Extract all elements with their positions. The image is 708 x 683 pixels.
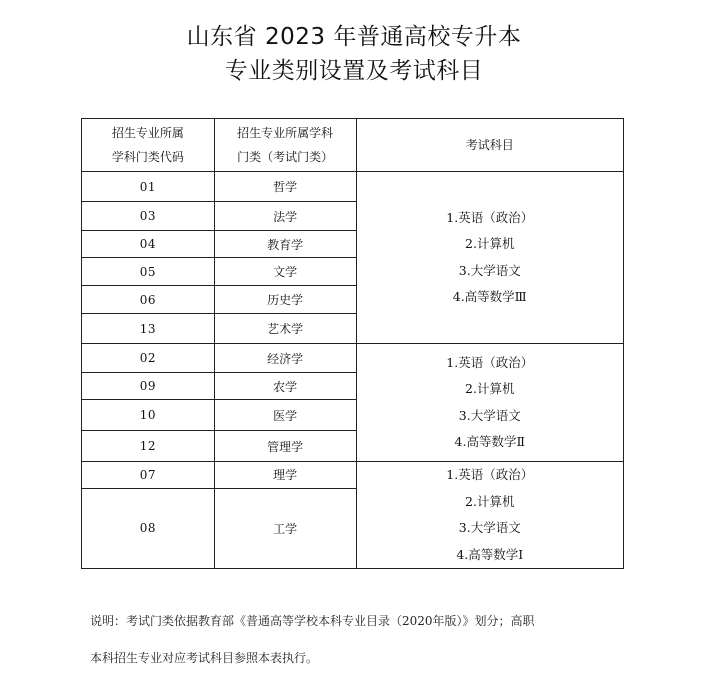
category-cell: 法学 [214, 202, 356, 231]
code-cell: 01 [82, 172, 215, 202]
category-cell: 理学 [214, 462, 356, 489]
subject-item: 4.高等数学Ⅲ [452, 289, 527, 304]
category-cell: 管理学 [214, 431, 356, 462]
code-cell: 07 [82, 462, 215, 489]
subject-item: 4.高等数学Ⅱ [454, 434, 525, 449]
table-header-row [82, 119, 624, 172]
code-cell: 12 [82, 431, 215, 462]
code-cell: 06 [82, 286, 215, 314]
subject-item: 3.大学语文 [458, 407, 521, 423]
code-cell: 03 [82, 202, 215, 231]
subject-item: 2.计算机 [465, 381, 515, 396]
code-cell: 10 [82, 400, 215, 431]
code-cell: 02 [82, 344, 215, 373]
table-row [82, 462, 624, 489]
category-cell: 经济学 [214, 344, 356, 373]
subjects-cell [356, 344, 624, 462]
subjects-table [81, 118, 624, 569]
category-cell: 医学 [214, 400, 356, 431]
subjects-cell [356, 172, 624, 344]
category-cell: 教育学 [214, 231, 356, 258]
code-cell: 09 [82, 373, 215, 400]
document-title-line-2: 专业类别设置及考试科目 [224, 58, 484, 84]
code-cell: 05 [82, 258, 215, 286]
header-category [214, 119, 356, 172]
category-cell: 哲学 [214, 172, 356, 202]
header-code [82, 119, 215, 172]
category-cell: 农学 [214, 373, 356, 400]
document-title-line-1: 山东省 2023 年普通高校专升本 [186, 24, 522, 50]
subject-item: 1.英语（政治） [446, 209, 534, 225]
code-cell: 04 [82, 231, 215, 258]
subject-item: 4.高等数学Ⅰ [456, 546, 524, 562]
header-subjects: 考试科目 [356, 119, 624, 172]
subjects-cell [356, 462, 624, 569]
subject-item: 3.大学语文 [458, 520, 521, 535]
subject-item: 2.计算机 [465, 493, 515, 509]
subject-item: 2.计算机 [465, 236, 515, 251]
note-line-1: 说明：考试门类依据教育部《普通高等学校本科专业目录（2020年版）》划分；高职 [90, 614, 535, 628]
header-category-line-2: 门类（考试门类） [237, 150, 334, 164]
note-line-2: 本科招生专业对应考试科目参照本表执行。 [90, 651, 319, 665]
category-cell: 工学 [214, 488, 356, 568]
code-cell: 08 [82, 488, 215, 568]
category-cell: 艺术学 [214, 314, 356, 344]
header-category-line-1: 招生专业所属学科 [237, 126, 334, 140]
table-row [82, 344, 624, 373]
header-code-line-1: 招生专业所属 [111, 126, 184, 140]
category-cell: 历史学 [214, 286, 356, 314]
subject-item: 3.大学语文 [458, 262, 521, 278]
subject-item: 1.英语（政治） [446, 354, 534, 370]
subject-item: 1.英语（政治） [446, 467, 534, 482]
table-row [82, 172, 624, 202]
category-cell: 文学 [214, 258, 356, 286]
code-cell: 13 [82, 314, 215, 344]
header-code-line-2: 学科门类代码 [111, 150, 184, 164]
